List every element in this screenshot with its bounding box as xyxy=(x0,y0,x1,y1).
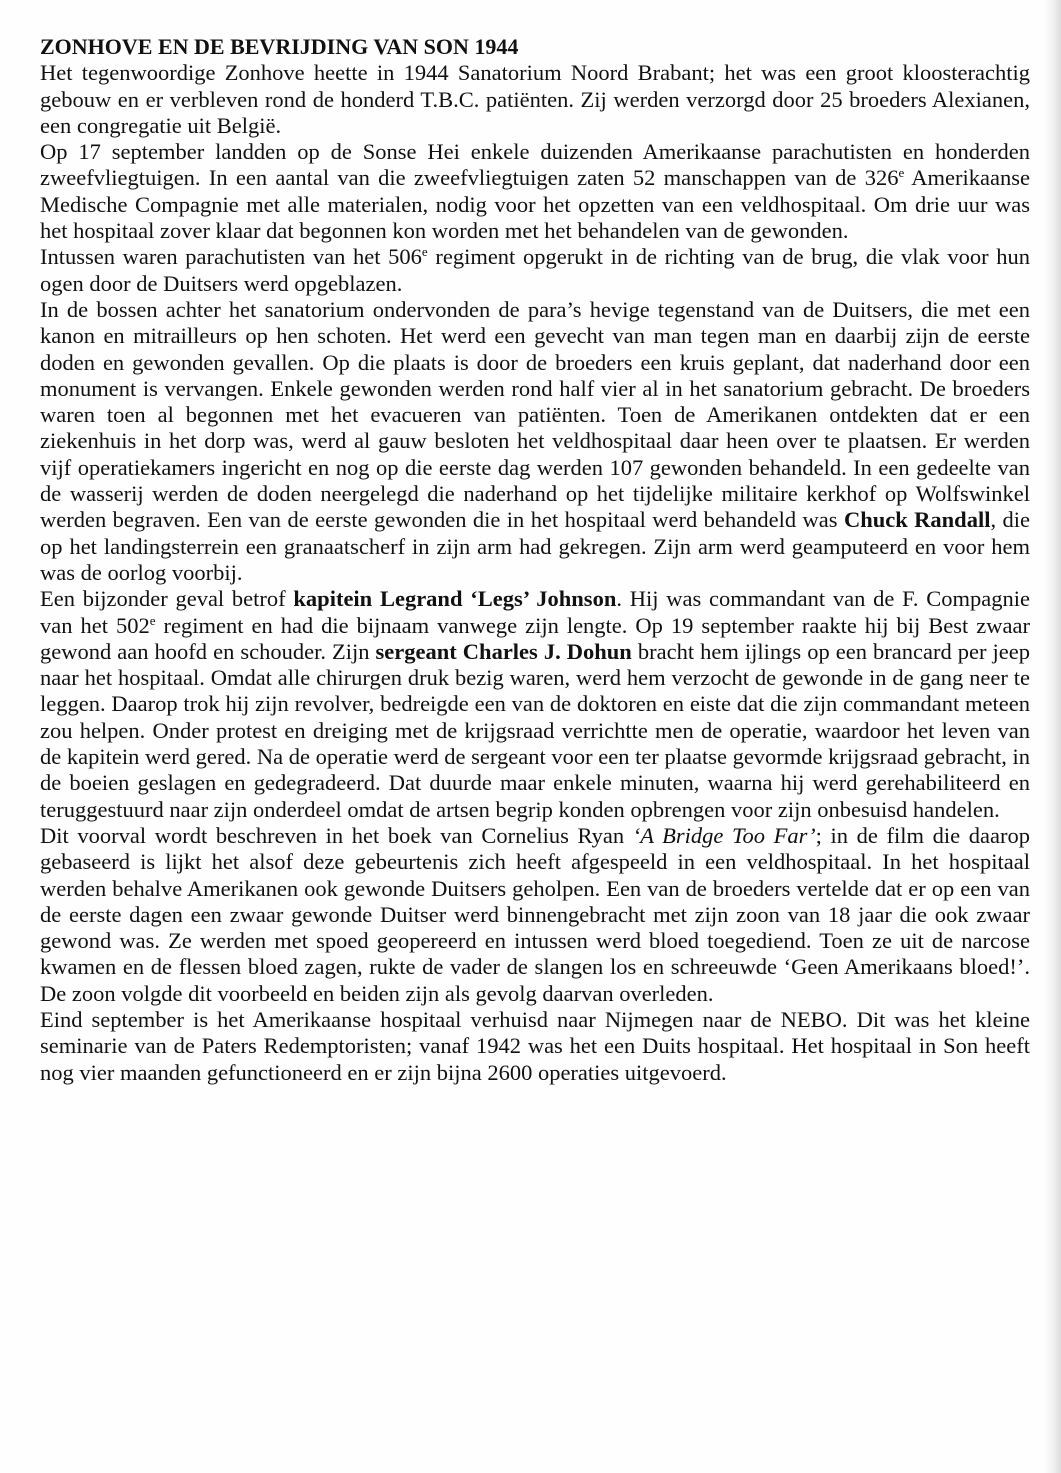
paragraph-7: Eind september is het Amerikaanse hospitaal verhuisd naar Nijmegen naar de NEBO. Dit was het kleine seminarie van de Paters Redemptoristen; vanaf 1942 was het een Duits hospitaal. Het hospitaal in Son heeft nog vier maanden gefunctioneerd en er zijn bijna 2600 operaties uitgevoerd. xyxy=(40,1006,1030,1085)
name-chuck-randall: Chuck Randall xyxy=(843,507,991,533)
paragraph-6-text-b: ; in de film die daarop gebaseerd is lijkt het alsof deze gebeurtenis zich heeft afgespeeld in een veldhospitaal. In het hospitaal werden behalve Amerikanen ook gewonde Duitsers geholpen. Een van de broeders vertelde dat er op een van de eerste dagen een zwaar gewonde Duitser werd binnengebracht met zijn zoon van 18 jaar die ook zwaar gewond was. Ze werden met spoed geopereerd en intussen werd bloed toegediend. Toen ze uit de narcose kwamen en de flessen bloed zagen, rukte de vader de slangen los en schreeuwde ‘Geen Amerikaans bloed!’. De zoon volgde dit voorbeeld en beiden zijn als gevolg daarvan overleden. xyxy=(40,822,1030,1006)
paragraph-5-text-c: regiment en had die bijnaam vanwege zijn lengte. Op 19 september raakte hij bij Best zwaar gewond aan hoofd en schouder. Zijn xyxy=(40,612,1030,664)
paragraph-5 xyxy=(40,586,1030,823)
paragraph-6 xyxy=(40,823,1030,1007)
paragraph-5-text-b: . Hij was commandant van de F. Compagnie van het 502 xyxy=(40,586,1030,638)
paragraph-2-text-b: Amerikaanse Medische Compagnie met alle materialen, nodig voor het opzetten van een veldhospitaal. Om drie uur was het hospitaal zover klaar dat begonnen kon worden met het behandelen van de gewonden. xyxy=(40,165,1030,244)
name-charles-dohun: sergeant Charles J. Dohun xyxy=(375,638,632,664)
paragraph-3-text-a: Intussen waren parachutisten van het 506 xyxy=(40,244,422,270)
paragraph-4-text-a: In de bossen achter het sanatorium ondervonden de para’s hevige tegenstand van de Duitsers, die met een kanon en mitrailleurs op hen schoten. Het werd een gevecht van man tegen man en daarbij zijn de eerste doden en gewonden gevallen. Op die plaats is door de broeders een kruis geplant, dat naderhand door een monument is vervangen. Enkele gewonden werden rond half vier al in het sanatorium gebracht. De broeders waren toen al begonnen met het evacueren van patiënten. Toen de Amerikanen ontdekten dat er een ziekenhuis in het dorp was, werd al gauw besloten het veldhospitaal daar heen over te plaatsen. Er werden vijf operatiekamers ingericht en nog op die eerste dag werden 107 gewonden behandeld. In een gedeelte van de wasserij werden de doden neergelegd die naderhand op het tijdelijke militaire kerkhof op Wolfswinkel werden begraven. Een van de eerste gewonden die in het hospitaal werd behandeld was xyxy=(40,296,1030,533)
paragraph-4-text-b: , die op het landingsterrein een granaatscherf in zijn arm had gekregen. Zijn arm werd geamputeerd en voor hem was de oorlog voorbij. xyxy=(40,507,1030,585)
ordinal-superscript: e xyxy=(149,612,156,628)
paragraph-5-text-a: Een bijzonder geval betrof xyxy=(40,586,294,612)
paragraph-2-text-a: Op 17 september landden op de Sonse Hei enkele duizenden Amerikaanse parachutisten en honderden zweefvliegtuigen. In een aantal van die zweefvliegtuigen zaten 52 manschappen van de 326 xyxy=(40,139,1030,191)
article-title: ZONHOVE EN DE BEVRIJDING VAN SON 1944 xyxy=(40,34,519,59)
paragraph-3 xyxy=(40,244,1030,297)
name-legrand-johnson: kapitein Legrand ‘Legs’ Johnson xyxy=(293,586,617,612)
article xyxy=(40,34,1030,1086)
paragraph-6-text-a: Dit voorval wordt beschreven in het boek van Cornelius Ryan xyxy=(40,822,633,848)
ordinal-superscript: e xyxy=(421,244,428,260)
ordinal-superscript: e xyxy=(898,165,905,181)
paragraph-4 xyxy=(40,297,1030,586)
paragraph-5-text-d: bracht hem ijlings op een brancard per jeep naar het hospitaal. Omdat alle chirurgen druk bezig waren, werd hem verzocht de gewonde in de gang neer te leggen. Daarop trok hij zijn revolver, bedreigde een van de doktoren en eiste dat die zijn commandant meteen zou helpen. Onder protest en dreiging met de krijgsraad verrichtte men de operatie, waardoor het leven van de kapitein werd gered. Na de operatie werd de sergeant voor een ter plaatse gevormde krijgsraad gebracht, in de boeien geslagen en gedegradeerd. Dat duurde maar enkele minuten, waarna hij werd gerehabiliteerd en teruggestuurd naar zijn onderdeel omdat de artsen begrip konden opbrengen voor zijn onbesuisd handelen. xyxy=(40,638,1030,822)
book-title: ‘A Bridge Too Far’ xyxy=(632,822,816,848)
page-edge-shadow xyxy=(1043,0,1061,1473)
paragraph-1: Het tegenwoordige Zonhove heette in 1944 Sanatorium Noord Brabant; het was een groot kloosterachtig gebouw en er verbleven rond de honderd T.B.C. patiënten. Zij werden verzorgd door 25 broeders Alexianen, een congregatie uit België. xyxy=(40,60,1030,138)
paragraph-3-text-b: regiment opgerukt in de richting van de brug, die vlak voor hun ogen door de Duitsers werd opgeblazen. xyxy=(40,244,1030,296)
paragraph-2 xyxy=(40,139,1030,244)
